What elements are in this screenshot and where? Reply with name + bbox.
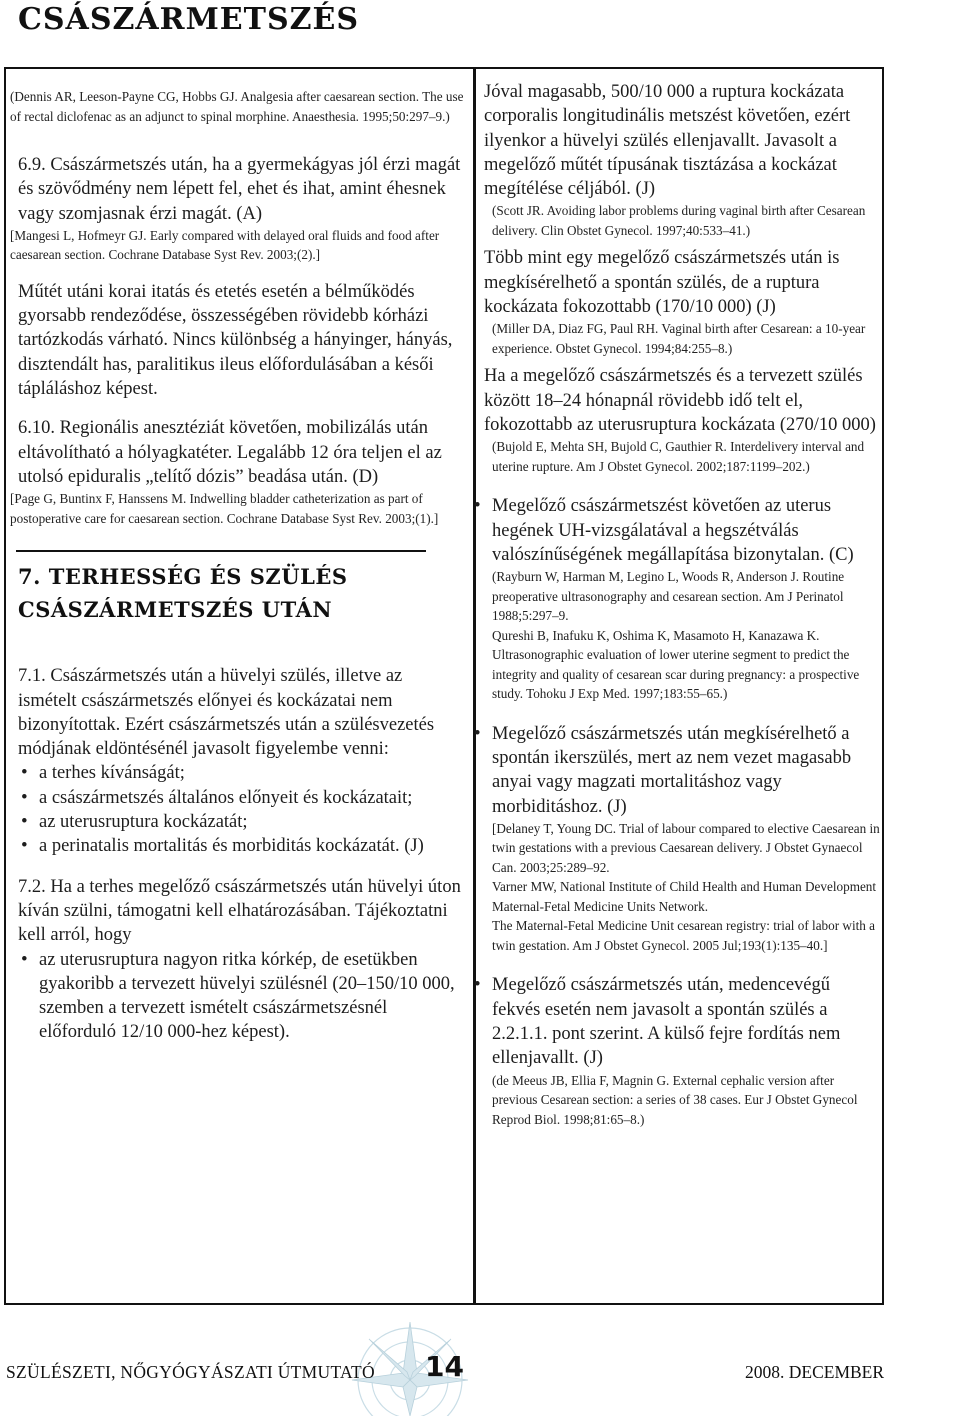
section-title-line2: CSÁSZÁRMETSZÉS UTÁN — [18, 597, 333, 623]
reference-rayburn: (Rayburn W, Harman M, Legino L, Woods R, Anderson J. Routine preoperative ultrasonography and cesarean section. Am J Perinatol 1988;5:297–9. — [492, 569, 845, 624]
paragraph-interval: Ha a megelőző császármetszés és a tervezett szülés között 18–24 hónapnál rövidebb idő telt el, fokozottabb az uterusruptura kockázata (270/10 000) — [484, 366, 876, 435]
bullet-list-right — [474, 494, 882, 1129]
list-item — [474, 973, 882, 1129]
section-title — [10, 560, 465, 626]
left-column — [10, 69, 465, 1045]
reference-varner: Varner MW, National Institute of Child Health and Human Development Maternal-Fetal Medicine Units Network. — [492, 879, 877, 914]
reference-bujold: (Bujold E, Mehta SH, Bujold C, Gauthier R. Interdelivery interval and uterine rupture. Am J Obstet Gynecol. 2002;187:1199–202.) — [492, 439, 865, 474]
reference-miller: (Miller DA, Diaz FG, Paul RH. Vaginal birth after Cesarean: a 10-year experience. Obstet Gynecol. 1994;84:255–8.) — [492, 321, 866, 356]
section-rule — [16, 550, 426, 552]
reference-mangesi: [Mangesi L, Hofmeyr GJ. Early compared with delayed oral fluids and food after caesarean section. Cochrane Database Syst Rev. 2003;(2).] — [10, 227, 440, 263]
list-item — [474, 722, 882, 956]
paragraph-6-10: 6.10. Regionális anesztéziát követően, mobilizálás után eltávolítható a hólyagkatéter. Legalább 12 óra teljen el az utolsó epiduralis „telítő dózis” beadása után. (D) — [18, 418, 442, 487]
reference-page: [Page G, Buntinx F, Hanssens M. Indwelling bladder catheterization as part of postoperative care for caesarean section. Cochrane Database Syst Rev. 2003;(1).] — [10, 491, 439, 526]
list-item: • a császármetszés általános előnyeit és kockázatait; — [18, 786, 465, 810]
page-number: 14 — [425, 1350, 464, 1383]
paragraph-7-1: 7.1. Császármetszés után a hüvelyi szülés, illetve az ismételt császármetszés előnyei és kockázatai nem bizonyítottak. Ezért császármetszés után a szülésvezetés módjának eldöntésénél javasolt figyelembe venni: — [18, 666, 435, 760]
list-item: • a perinatalis mortalitás és morbiditás kockázatát. (J) — [18, 834, 465, 858]
reference-dennis: (Dennis AR, Leeson-Payne CG, Hobbs GJ. Analgesia after caesarean section. The use of rectal diclofenac as an adjunct to spinal morphine. Anaesthesia. 1995;50:297–9.) — [10, 89, 464, 124]
reference-delaney: [Delaney T, Young DC. Trial of labour compared to elective Caesarean in twin gestations with a previous Caesarean delivery. J Obstet Gynaecol Can. 2003;25:289–92. — [492, 820, 880, 875]
bullet-icon: • — [474, 974, 481, 996]
paragraph-early-feeding: Műtét utáni korai itatás és etetés esetén a bélműködés gyorsabb rendeződése, összességében rövidebb kórházi tartózkodás várható. Nincs különbség a hányinger, hányás, disztendált has, paralitikus ileus előfordulásában a késői tápláláshoz képest. — [18, 281, 453, 400]
bullet-icon: • — [474, 495, 481, 517]
reference-scott: (Scott JR. Avoiding labor problems during vaginal birth after Cesarean delivery. Clin Obstet Gynecol. 1997;40:533–41.) — [492, 203, 866, 238]
page-header-title: CSÁSZÁRMETSZÉS — [18, 2, 360, 37]
bullet-text: Megelőző császármetszést követően az uterus hegének UH-vizsgálatával a hegszétválás valószínűségének megállapítása bizonytalan. (C) — [492, 496, 854, 565]
list-item: • a terhes kívánságát; — [18, 761, 465, 785]
page-footer — [0, 1310, 960, 1416]
paragraph-multiple-cesarean: Több mint egy megelőző császármetszés után is megkísérelhető a spontán szülés, de a ruptura kockázata fokozottabb (170/10 000) (J) — [484, 248, 840, 318]
section-title-line1: 7. TERHESSÉG ÉS SZÜLÉS — [18, 564, 348, 590]
list-item — [474, 494, 882, 703]
reference-de-meeus: (de Meeus JB, Ellia F, Magnin G. External cephalic version after previous Cesarean section: a series of 38 cases. Eur J Obstet Gynecol Reprod Biol. 1998;81:65–8.) — [492, 1072, 858, 1127]
paragraph-7-2: 7.2. Ha a terhes megelőző császármetszés után hüvelyi úton kíván szülni, támogatni kell elhatározásában. Tájékoztatni kell arról, hogy — [18, 876, 461, 946]
footer-publication-title: SZÜLÉSZETI, NŐGYÓGYÁSZATI ÚTMUTATÓ — [6, 1362, 375, 1382]
right-column — [474, 69, 882, 1129]
paragraph-corporal-rupture: Jóval magasabb, 500/10 000 a ruptura kockázata corporalis longitudinális metszést követően, ezért ilyenkor a hüvelyi szülés ellenjavallt. Javasolt a megelőző műtét típusának tisztázása a kockázat megítélése céljából. (J) — [484, 82, 851, 200]
column-divider — [473, 69, 476, 1303]
paragraph-6-9: 6.9. Császármetszés után, ha a gyermekágyas jól érzi magát és szövődmény nem lépett fel, ehet és ihat, amint éhesnek vagy szomjasnak érzi magát. (A) — [18, 155, 461, 224]
list-7-1 — [10, 761, 465, 858]
list-7-2 — [10, 948, 465, 1045]
list-item: • az uterusruptura kockázatát; — [18, 810, 465, 834]
footer-date: 2008. DECEMBER — [745, 1362, 885, 1382]
list-item: • az uterusruptura nagyon ritka kórkép, de esetükben gyakoribb a tervezett hüvelyi szülésnél (20–150/10 000, szemben a tervezett ismételt császármetszésnél előforduló 12/10 000-hez képest). — [18, 948, 465, 1045]
bullet-text: Megelőző császármetszés után megkísérelhető a spontán ikerszülés, mert az nem vezet magasabb anyai vagy magzati mortalitáshoz vagy morbiditáshoz. (J) — [492, 723, 852, 817]
bullet-text: Megelőző császármetszés után, medencevégű fekvés esetén nem javasolt a spontán szülés a 2.2.1.1. pont szerint. A külső fejre fordítás nem ellenjavallt. (J) — [492, 975, 841, 1069]
reference-mfmu: The Maternal-Fetal Medicine Unit cesarean registry: trial of labor with a twin gestation. Am J Obstet Gynecol. 2005 Jul;193(1):135–40.] — [492, 918, 876, 953]
reference-qureshi: Qureshi B, Inafuku K, Oshima K, Masamoto H, Kanazawa K. Ultrasonographic evaluation of lower uterine segment to predict the integrity and quality of cesarean scar during pregnancy: a prospective study. Tohoku J Exp Med. 1997;183:55–65.) — [492, 627, 860, 702]
content-frame — [4, 67, 884, 1305]
bullet-icon: • — [474, 722, 481, 744]
